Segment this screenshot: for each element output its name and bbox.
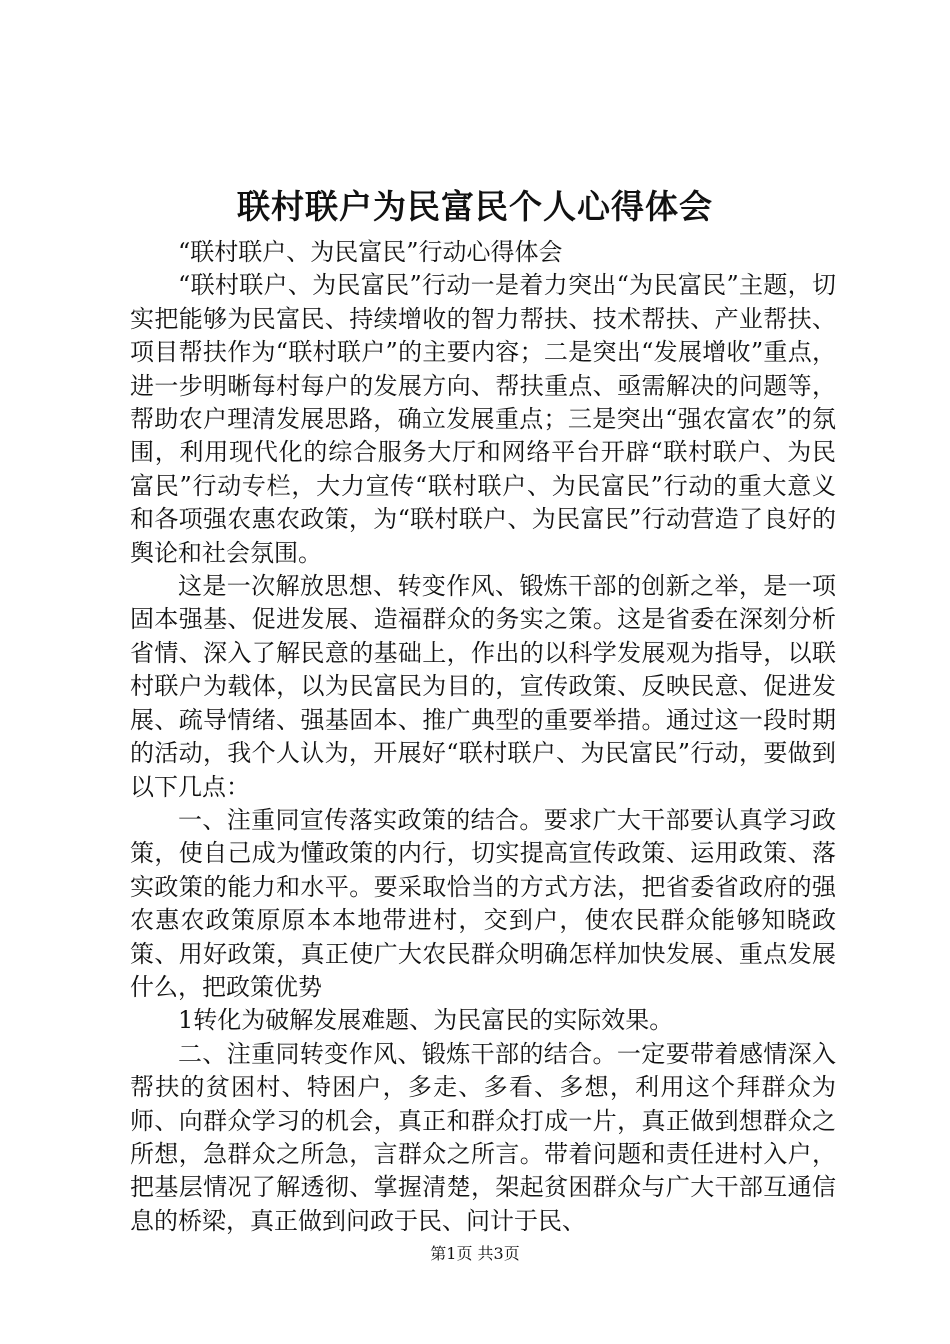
document-title: 联村联户为民富民个人心得体会 <box>237 187 713 226</box>
paragraph: “联村联户、为民富民”行动一是着力突出“为民富民”主题，切实把能够为民富民、持续增收的智力帮扶、技术帮扶、产业帮扶、项目帮扶作为“联村联户”的主要内容；二是突出“发展增收”重点，进一步明晰每村每户的发展方向、帮扶重点、亟需解决的问题等，帮助农户理清发展思路，确立发展重点；三是突出“强农富农”的氛围，利用现代化的综合服务大厅和网络平台开辟“联村联户、为民富民”行动专栏，大力宣传“联村联户、为民富民”行动的重大意义和各项强农惠农政策，为“联村联户、为民富民”行动营造了良好的舆论和社会氛围。 <box>130 271 836 567</box>
paragraph: 二、注重同转变作风、锻炼干部的结合。一定要带着感情深入帮扶的贫困村、特困户，多走、多看、多想，利用这个拜群众为师、向群众学习的机会，真正和群众打成一片，真正做到想群众之所想，急群众之所急，言群众之所言。带着问题和责任进村入户，把基层情况了解透彻、掌握清楚，架起贫困群众与广大干部互通信息的桥梁，真正做到问政于民、问计于民、 <box>130 1039 836 1235</box>
paragraph: 一、注重同宣传落实政策的结合。要求广大干部要认真学习政策，使自己成为懂政策的内行，切实提高宣传政策、运用政策、落实政策的能力和水平。要采取恰当的方式方法，把省委省政府的强农惠农政策原原本本地带进村，交到户，使农民群众能够知晓政策、用好政策，真正使广大农民群众明确怎样加快发展、重点发展什么，把政策优势 <box>130 805 836 1001</box>
paragraph-subtitle: “联村联户、为民富民”行动心得体会 <box>178 238 563 266</box>
page-footer: 第1页 共3页 <box>430 1244 520 1263</box>
document-body <box>130 236 836 1238</box>
paragraph: 1转化为破解发展难题、为民富民的实际效果。 <box>178 1006 674 1035</box>
paragraph: 这是一次解放思想、转变作风、锻炼干部的创新之举，是一项固本强基、促进发展、造福群众的务实之策。这是省委在深刻分析省情、深入了解民意的基础上，作出的以科学发展观为指导，以联村联户为载体，以为民富民为目的，宣传政策、反映民意、促进发展、疏导情绪、强基固本、推广典型的重要举措。通过这一段时期的活动，我个人认为，开展好“联村联户、为民富民”行动，要做到以下几点： <box>130 572 836 801</box>
